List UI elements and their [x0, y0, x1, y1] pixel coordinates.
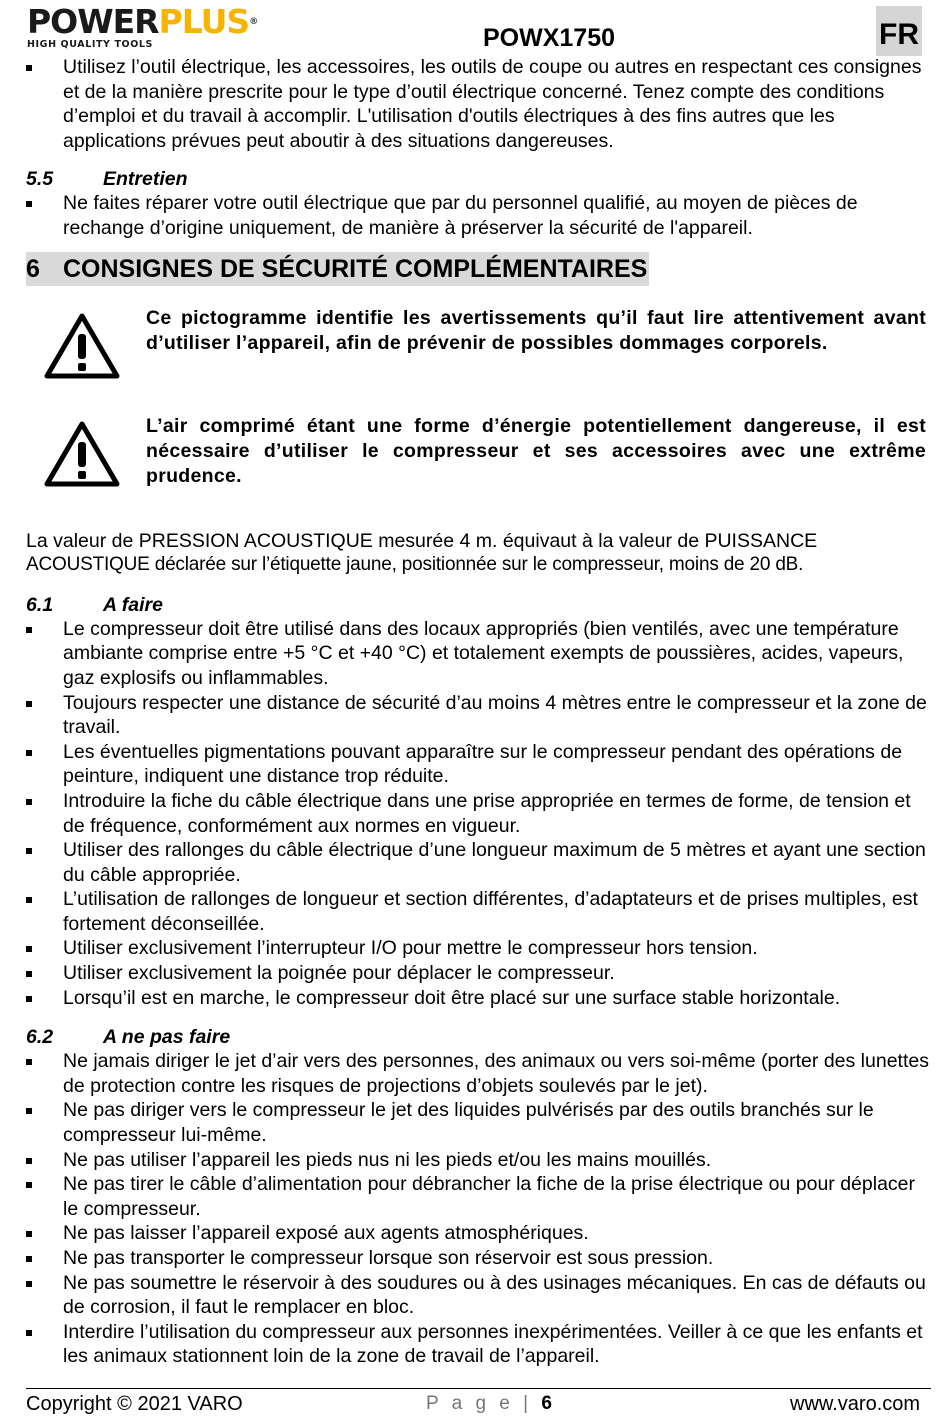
list-item: Toujours respecter une distance de sécurité d’au moins 4 mètres entre le compresseur et la zone de travail. [26, 691, 931, 740]
footer-divider [26, 1388, 931, 1389]
acoustic-paragraph: La valeur de PRESSION ACOUSTIQUE mesurée 4 m. équivaut à la valeur de PUISSANCE ACOUSTIQUE déclarée sur l’étiquette jaune, positionnée sur le compresseur, moins de 20 dB. [26, 529, 818, 576]
footer-website-link[interactable]: www.varo.com [790, 1393, 921, 1415]
bullet-square-icon [26, 1059, 32, 1065]
logo-tagline: HIGH QUALITY TOOLS [27, 39, 153, 50]
bullet-square-icon [26, 1256, 32, 1262]
bullet-square-icon [26, 946, 32, 952]
list-item: Ne pas soumettre le réservoir à des soudures ou à des usinages mécaniques. En cas de défauts ou de corrosion, il faut le remplacer en bloc. [26, 1271, 931, 1320]
warning-block [26, 300, 931, 400]
bullet-square-icon [26, 65, 32, 71]
powerplus-logo [27, 2, 287, 50]
logo-registered-mark: ® [249, 17, 259, 27]
warning-text: Ce pictogramme identifie les avertissements qu’il faut lire attentivement avant d’utiliser l’appareil, afin de prévenir de possibles dommages corporels. [146, 306, 926, 354]
list-item: Utilisez l’outil électrique, les accessoires, les outils de coupe ou autres en respectant ces consignes et de la manière prescrite pour le type d’outil électrique concerné. Tenez compte des conditions d’emploi et du travail à accomplir. L'utilisation d'outils électriques à des fins autres que les applications prévues peut aboutir à des situations dangereuses. [26, 55, 931, 153]
do-list [26, 617, 931, 1011]
footer-copyright: Copyright © 2021 VARO [26, 1393, 243, 1415]
warning-triangle-icon [43, 312, 121, 380]
list-item: Ne faites réparer votre outil électrique que par du personnel qualifié, au moyen de pièces de rechange d’origine uniquement, de manière à préserver la sécurité de l'appareil. [26, 191, 931, 240]
page-content [26, 55, 931, 1369]
list-item: L’utilisation de rallonges de longueur et section différentes, d’adaptateurs et de prises multiples, est fortement déconseillée. [26, 887, 931, 936]
bullet-square-icon [26, 1182, 32, 1188]
warning-text: L’air comprimé étant une forme d’énergie potentiellement dangereuse, il est nécessaire d’utiliser le compresseur et ses accessoires avec une extrême prudence. [146, 414, 926, 487]
list-item: Lorsqu’il est en marche, le compresseur doit être placé sur une surface stable horizontale. [26, 986, 931, 1011]
list-item: Ne pas utiliser l’appareil les pieds nus ni les pieds et/ou les mains mouillés. [26, 1148, 931, 1173]
bullet-square-icon [26, 1330, 32, 1336]
bullet-square-icon [26, 750, 32, 756]
list-item: Ne pas tirer le câble d’alimentation pour débrancher la fiche de la prise électrique ou pour déplacer le compresseur. [26, 1172, 931, 1221]
bullet-square-icon [26, 701, 32, 707]
list-item: Les éventuelles pigmentations pouvant apparaître sur le compresseur pendant des opérations de peinture, indiquent une distance trop réduite. [26, 740, 931, 789]
list-item: Ne jamais diriger le jet d’air vers des personnes, des animaux ou vers soi-même (porter des lunettes de protection contre les risques de projections d’objets soulevés par le jet). [26, 1049, 931, 1098]
logo-text-plus: PLUS [158, 2, 250, 41]
bullet-square-icon [26, 627, 32, 633]
language-badge: FR [876, 6, 922, 56]
section-heading-6: 6 CONSIGNES DE SÉCURITÉ COMPLÉMENTAIRES [26, 252, 649, 286]
page-label: P a g e | [426, 1393, 533, 1414]
bullet-square-icon [26, 1281, 32, 1287]
section-heading-6-2: 6.2 A ne pas faire [26, 1026, 231, 1049]
warning-triangle-icon [43, 420, 121, 488]
maintenance-list [26, 191, 931, 240]
list-item: Utiliser des rallonges du câble électrique d’une longueur maximum de 5 mètres et ayant une section du câble appropriée. [26, 838, 931, 887]
section-heading-6-1: 6.1 A faire [26, 593, 163, 616]
bullet-square-icon [26, 201, 32, 207]
bullet-square-icon [26, 996, 32, 1002]
bullet-square-icon [26, 897, 32, 903]
page-number: 6 [541, 1393, 552, 1414]
intro-list [26, 55, 931, 153]
bullet-square-icon [26, 848, 32, 854]
bullet-square-icon [26, 1108, 32, 1114]
bullet-square-icon [26, 1231, 32, 1237]
section-heading-5-5: 5.5 Entretien [26, 168, 188, 191]
bullet-square-icon [26, 799, 32, 805]
footer-page [426, 1393, 552, 1415]
section-heading-6-wrap [26, 252, 931, 286]
list-item: Ne pas diriger vers le compresseur le jet des liquides pulvérisés par des outils branchés sur le compresseur lui-même. [26, 1098, 931, 1147]
model-number: POWX1750 [483, 24, 616, 52]
list-item: Ne pas laisser l’appareil exposé aux agents atmosphériques. [26, 1221, 931, 1246]
warning-block [26, 408, 931, 508]
list-item: Ne pas transporter le compresseur lorsque son réservoir est sous pression. [26, 1246, 931, 1271]
logo-text-power: POWER [27, 2, 159, 41]
list-item: Interdire l’utilisation du compresseur aux personnes inexpérimentées. Veiller à ce que les enfants et les animaux stationnent loin de la zone de travail de l’appareil. [26, 1320, 931, 1369]
list-item: Le compresseur doit être utilisé dans des locaux appropriés (bien ventilés, avec une température ambiante comprise entre +5 °C et +40 °C) et totalement exempts de poussières, acides, vapeurs, gaz explosifs ou inflammables. [26, 617, 931, 691]
list-item: Utiliser exclusivement l’interrupteur I/O pour mettre le compresseur hors tension. [26, 936, 931, 961]
dont-list [26, 1049, 931, 1369]
list-item: Introduire la fiche du câble électrique dans une prise appropriée en termes de forme, de tension et de fréquence, conformément aux normes en vigueur. [26, 789, 931, 838]
list-item: Utiliser exclusivement la poignée pour déplacer le compresseur. [26, 961, 931, 986]
bullet-square-icon [26, 971, 32, 977]
bullet-square-icon [26, 1158, 32, 1164]
